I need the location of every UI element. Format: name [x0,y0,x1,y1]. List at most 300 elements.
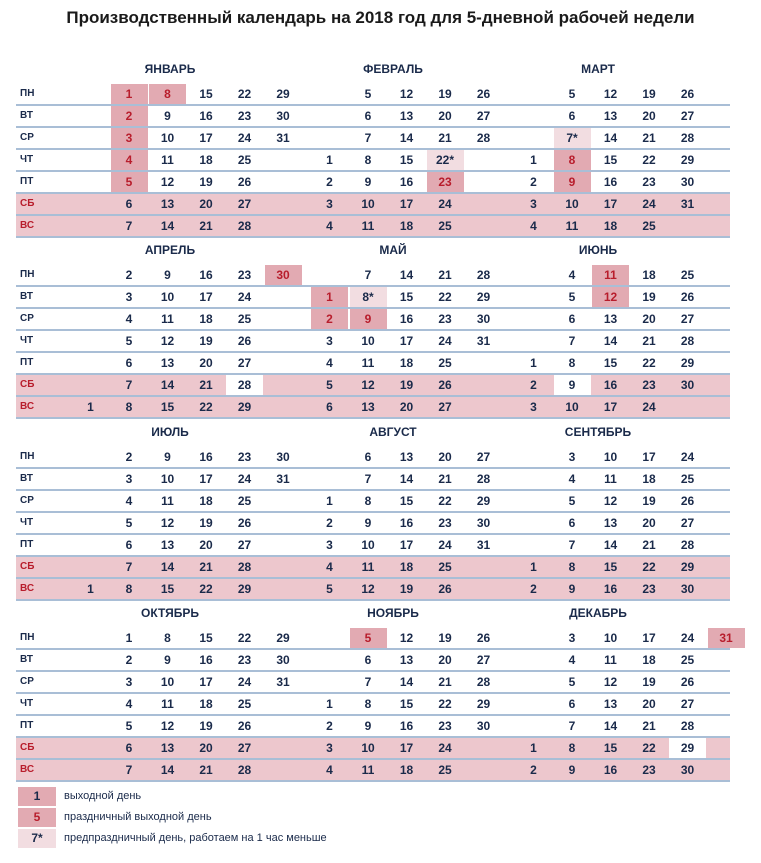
day-cell: 2 [311,309,348,329]
day-cell: 15 [160,582,175,596]
page-title: Производственный календарь на 2018 год для 5-дневной рабочей недели [66,8,695,27]
day-cell: 22 [237,631,252,645]
day-cell: 13 [160,741,175,755]
day-cell: 18 [399,560,414,574]
day-cell: 4 [125,697,133,711]
day-cell: 17 [399,538,414,552]
day-cell: 11 [361,763,375,777]
day-cell: 11 [604,472,617,486]
day-cell: 27 [476,653,491,667]
day-cell: 8 [149,84,186,104]
week-row [16,331,730,353]
day-cell: 16 [199,653,213,667]
day-cell: 23 [237,268,252,282]
day-cell: 11 [361,356,375,370]
day-cell: 15 [399,494,414,508]
legend-swatch: 1 [18,787,56,806]
day-cell: 30 [680,763,695,777]
day-cell: 11 [604,653,617,667]
day-cell: 31 [708,628,745,648]
day-cell: 13 [603,516,618,530]
day-cell: 23 [642,582,656,596]
day-cell: 29 [476,290,491,304]
day-cell: 17 [199,131,213,145]
day-cell: 12 [603,675,618,689]
day-cell: 25 [680,472,695,486]
day-cell: 29 [276,87,290,101]
day-cell: 10 [603,631,618,645]
weekday-label: ПН [20,632,35,643]
week-row [16,309,730,331]
day-cell: 22 [199,400,213,414]
day-cell: 12 [361,582,375,596]
day-cell: 22 [438,697,452,711]
day-cell: 1 [111,84,148,104]
day-cell: 23 [438,719,452,733]
day-cell: 25 [438,763,452,777]
day-cell: 7 [125,560,133,574]
day-cell: 27 [237,356,252,370]
day-cell: 2 [530,763,537,777]
week-row [16,375,730,397]
weekday-label: СР [20,495,34,506]
day-cell: 9 [164,450,171,464]
day-cell: 14 [603,538,618,552]
day-cell: 10 [565,197,579,211]
day-cell: 18 [199,697,213,711]
day-cell: 9 [364,719,372,733]
day-cell: 3 [568,450,576,464]
weekday-label: ПН [20,451,35,462]
day-cell: 26 [476,631,491,645]
day-cell: 8 [554,150,591,170]
day-cell: 31 [276,131,290,145]
day-cell: 19 [642,494,656,508]
day-cell: 29 [476,494,491,508]
day-cell: 16 [399,516,414,530]
day-cell: 26 [476,87,491,101]
day-cell: 22 [199,582,213,596]
day-cell: 7 [364,675,372,689]
day-cell: 29 [237,400,252,414]
day-cell: 21 [199,378,213,392]
day-cell: 6 [568,109,576,123]
day-cell: 10 [160,131,175,145]
day-cell: 9 [164,109,171,123]
day-cell: 31 [476,334,491,348]
day-cell: 3 [125,472,133,486]
day-cell: 10 [565,400,579,414]
month-names-row [16,62,730,84]
day-cell: 13 [160,197,175,211]
day-cell: 7* [554,128,591,148]
day-cell: 24 [438,538,452,552]
day-cell: 5 [364,87,372,101]
day-cell: 18 [199,494,213,508]
day-cell: 2 [125,450,133,464]
day-cell: 26 [237,175,252,189]
day-cell: 12 [592,287,629,307]
day-cell: 28 [237,219,252,233]
day-cell: 9 [554,172,591,192]
day-cell: 21 [642,131,656,145]
day-cell: 3 [326,538,333,552]
legend-text: праздничный выходной день [64,811,212,823]
day-cell: 12 [160,175,175,189]
legend-text: предпраздничный день, работаем на 1 час меньше [64,832,327,844]
day-cell: 4 [111,150,148,170]
month-name: АВГУСТ [369,425,417,439]
day-cell: 10 [603,450,618,464]
week-row [16,491,730,513]
day-cell: 20 [438,450,452,464]
day-cell: 29 [680,560,695,574]
day-cell: 4 [326,763,333,777]
day-cell: 5 [125,516,133,530]
day-cell: 19 [399,378,414,392]
day-cell: 19 [199,719,213,733]
day-cell: 19 [199,334,213,348]
day-cell: 14 [399,472,414,486]
day-cell: 5 [568,494,576,508]
day-cell: 16 [603,582,618,596]
day-cell: 7 [568,334,576,348]
quarter-block [16,425,730,601]
day-cell: 1 [87,582,94,596]
week-row [16,397,730,419]
day-cell: 6 [364,653,372,667]
day-cell: 6 [568,312,576,326]
month-name: ФЕВРАЛЬ [363,62,423,76]
month-names-row [16,606,730,628]
day-cell: 13 [399,109,414,123]
day-cell: 14 [603,131,618,145]
day-cell: 29 [237,582,252,596]
day-cell: 14 [160,378,175,392]
day-cell: 16 [199,109,213,123]
day-cell: 10 [361,741,375,755]
day-cell: 31 [680,197,695,211]
month-name: ОКТЯБРЬ [140,606,199,620]
day-cell: 30 [680,378,695,392]
week-row [16,172,730,194]
day-cell: 10 [160,472,175,486]
day-cell: 1 [530,741,537,755]
legend-swatch: 7* [18,829,56,848]
day-cell: 4 [326,356,333,370]
weekday-label: СБ [20,198,35,209]
day-cell: 5 [568,87,576,101]
month-name: МАЙ [379,243,407,257]
day-cell: 6 [125,356,133,370]
day-cell: 27 [476,450,491,464]
day-cell: 25 [438,356,452,370]
day-cell: 17 [603,197,618,211]
day-cell: 18 [399,763,414,777]
day-cell: 22 [642,356,656,370]
day-cell: 4 [568,472,576,486]
day-cell: 2 [326,719,333,733]
day-cell: 27 [237,538,252,552]
day-cell: 19 [642,290,656,304]
day-cell: 3 [326,197,333,211]
day-cell: 16 [603,175,618,189]
day-cell: 16 [199,450,213,464]
month-name: ДЕКАБРЬ [569,606,627,620]
day-cell: 20 [399,400,414,414]
day-cell: 6 [125,538,133,552]
day-cell: 28 [476,675,491,689]
day-cell: 30 [276,653,290,667]
week-row [16,557,730,579]
legend-row [16,828,416,849]
day-cell: 16 [603,763,618,777]
weekday-label: ЧТ [20,698,34,709]
day-cell: 8 [364,697,372,711]
day-cell: 8 [568,356,576,370]
day-cell: 23 [237,109,252,123]
day-cell: 4 [125,312,133,326]
day-cell: 6 [364,450,372,464]
day-cell: 1 [311,287,348,307]
day-cell: 6 [568,516,576,530]
day-cell: 28 [237,560,252,574]
day-cell: 29 [680,356,695,370]
day-cell: 8 [125,582,133,596]
day-cell: 29 [476,697,491,711]
day-cell: 2 [530,582,537,596]
day-cell: 11 [161,697,174,711]
day-cell: 17 [399,741,414,755]
day-cell: 13 [603,109,618,123]
day-cell: 12 [160,516,175,530]
weekday-label: СР [20,313,34,324]
day-cell: 6 [326,400,333,414]
day-cell: 25 [237,312,252,326]
day-cell: 24 [237,131,252,145]
day-cell: 9 [364,516,372,530]
weekday-label: СБ [20,742,35,753]
week-row [16,194,730,216]
day-cell: 15 [199,631,213,645]
day-cell: 2 [530,175,537,189]
day-cell: 11 [565,219,579,233]
day-cell: 13 [399,653,414,667]
day-cell: 14 [160,219,175,233]
day-cell: 15 [399,153,414,167]
weekday-label: ЧТ [20,154,34,165]
week-row [16,579,730,601]
day-cell: 10 [361,334,375,348]
week-row [16,84,730,106]
day-cell: 21 [642,334,656,348]
day-cell: 20 [642,312,656,326]
day-cell: 5 [568,290,576,304]
day-cell: 20 [199,356,213,370]
week-row [16,128,730,150]
week-row [16,738,730,760]
day-cell: 15 [603,741,618,755]
day-cell: 8 [164,631,171,645]
day-cell: 5 [111,172,148,192]
day-cell: 24 [237,472,252,486]
day-cell: 24 [237,290,252,304]
week-row [16,694,730,716]
day-cell: 10 [361,538,375,552]
day-cell: 1 [326,153,333,167]
day-cell: 25 [438,560,452,574]
day-cell: 19 [438,631,452,645]
day-cell: 25 [438,219,452,233]
day-cell: 27 [438,400,452,414]
day-cell: 14 [399,675,414,689]
day-cell: 30 [276,109,290,123]
day-cell: 7 [125,378,133,392]
day-cell: 29 [680,153,695,167]
day-cell: 3 [530,197,537,211]
day-cell: 2 [125,268,133,282]
day-cell: 8 [125,400,133,414]
day-cell: 4 [125,494,133,508]
day-cell: 19 [642,675,656,689]
day-cell: 25 [237,697,252,711]
day-cell: 17 [199,675,213,689]
day-cell: 16 [603,378,618,392]
day-cell: 22* [427,150,464,170]
day-cell: 24 [680,631,695,645]
day-cell: 3 [326,334,333,348]
day-cell: 21 [438,675,452,689]
day-cell: 7 [364,268,372,282]
day-cell: 21 [199,560,213,574]
day-cell: 8 [364,494,372,508]
day-cell: 14 [399,268,414,282]
day-cell: 14 [160,763,175,777]
day-cell: 20 [642,109,656,123]
day-cell: 8 [364,153,372,167]
day-cell: 21 [438,472,452,486]
day-cell: 16 [199,268,213,282]
day-cell: 17 [199,472,213,486]
day-cell: 25 [680,653,695,667]
day-cell: 23 [642,763,656,777]
day-cell: 3 [111,128,148,148]
weekday-label: ВТ [20,110,33,121]
day-cell: 23 [438,312,452,326]
day-cell: 26 [680,675,695,689]
day-cell: 17 [603,400,618,414]
day-cell: 2 [326,175,333,189]
day-cell: 7 [364,131,372,145]
day-cell: 1 [530,356,537,370]
day-cell: 31 [276,472,290,486]
day-cell: 29 [276,631,290,645]
legend-row [16,807,416,828]
day-cell: 20 [199,538,213,552]
day-cell: 20 [642,516,656,530]
day-cell: 24 [680,450,695,464]
weekday-label: ПТ [20,357,34,368]
day-cell: 16 [399,175,414,189]
week-row [16,650,730,672]
week-row [16,106,730,128]
week-row [16,150,730,172]
day-cell: 14 [399,131,414,145]
day-cell: 29 [669,738,706,758]
weekday-label: СБ [20,561,35,572]
weekday-label: ПТ [20,720,34,731]
day-cell: 5 [326,582,333,596]
day-cell: 24 [438,741,452,755]
weekday-label: СБ [20,379,35,390]
weekday-label: ЧТ [20,335,34,346]
day-cell: 15 [199,87,213,101]
day-cell: 11 [161,312,174,326]
day-cell: 19 [438,87,452,101]
day-cell: 28 [476,268,491,282]
day-cell: 18 [199,312,213,326]
day-cell: 5 [350,628,387,648]
day-cell: 23 [642,378,656,392]
day-cell: 17 [642,450,656,464]
day-cell: 31 [476,538,491,552]
day-cell: 22 [642,741,656,755]
day-cell: 4 [530,219,537,233]
legend [16,786,416,849]
day-cell: 28 [226,375,263,395]
day-cell: 27 [680,516,695,530]
day-cell: 3 [530,400,537,414]
month-names-row [16,243,730,265]
day-cell: 15 [603,560,618,574]
day-cell: 28 [680,131,695,145]
day-cell: 28 [680,538,695,552]
day-cell: 30 [680,175,695,189]
week-row [16,513,730,535]
day-cell: 26 [438,582,452,596]
week-row [16,535,730,557]
day-cell: 30 [680,582,695,596]
day-cell: 7 [568,719,576,733]
day-cell: 30 [276,450,290,464]
day-cell: 26 [680,290,695,304]
weekday-label: ПН [20,269,35,280]
day-cell: 11 [592,265,629,285]
week-row [16,628,733,650]
week-row [16,469,730,491]
day-cell: 7 [125,763,133,777]
day-cell: 13 [603,697,618,711]
day-cell: 21 [438,131,452,145]
weekday-label: ВС [20,401,35,412]
day-cell: 16 [399,312,414,326]
day-cell: 1 [530,560,537,574]
day-cell: 9 [164,268,171,282]
weekday-label: СР [20,676,34,687]
day-cell: 22 [642,153,656,167]
day-cell: 23 [237,450,252,464]
day-cell: 18 [642,268,656,282]
day-cell: 25 [237,494,252,508]
day-cell: 22 [438,290,452,304]
weekday-label: ПТ [20,539,34,550]
day-cell: 8 [568,560,576,574]
day-cell: 12 [399,87,414,101]
day-cell: 4 [326,219,333,233]
month-name: ИЮНЬ [578,243,618,257]
day-cell: 3 [125,675,133,689]
day-cell: 22 [438,494,452,508]
